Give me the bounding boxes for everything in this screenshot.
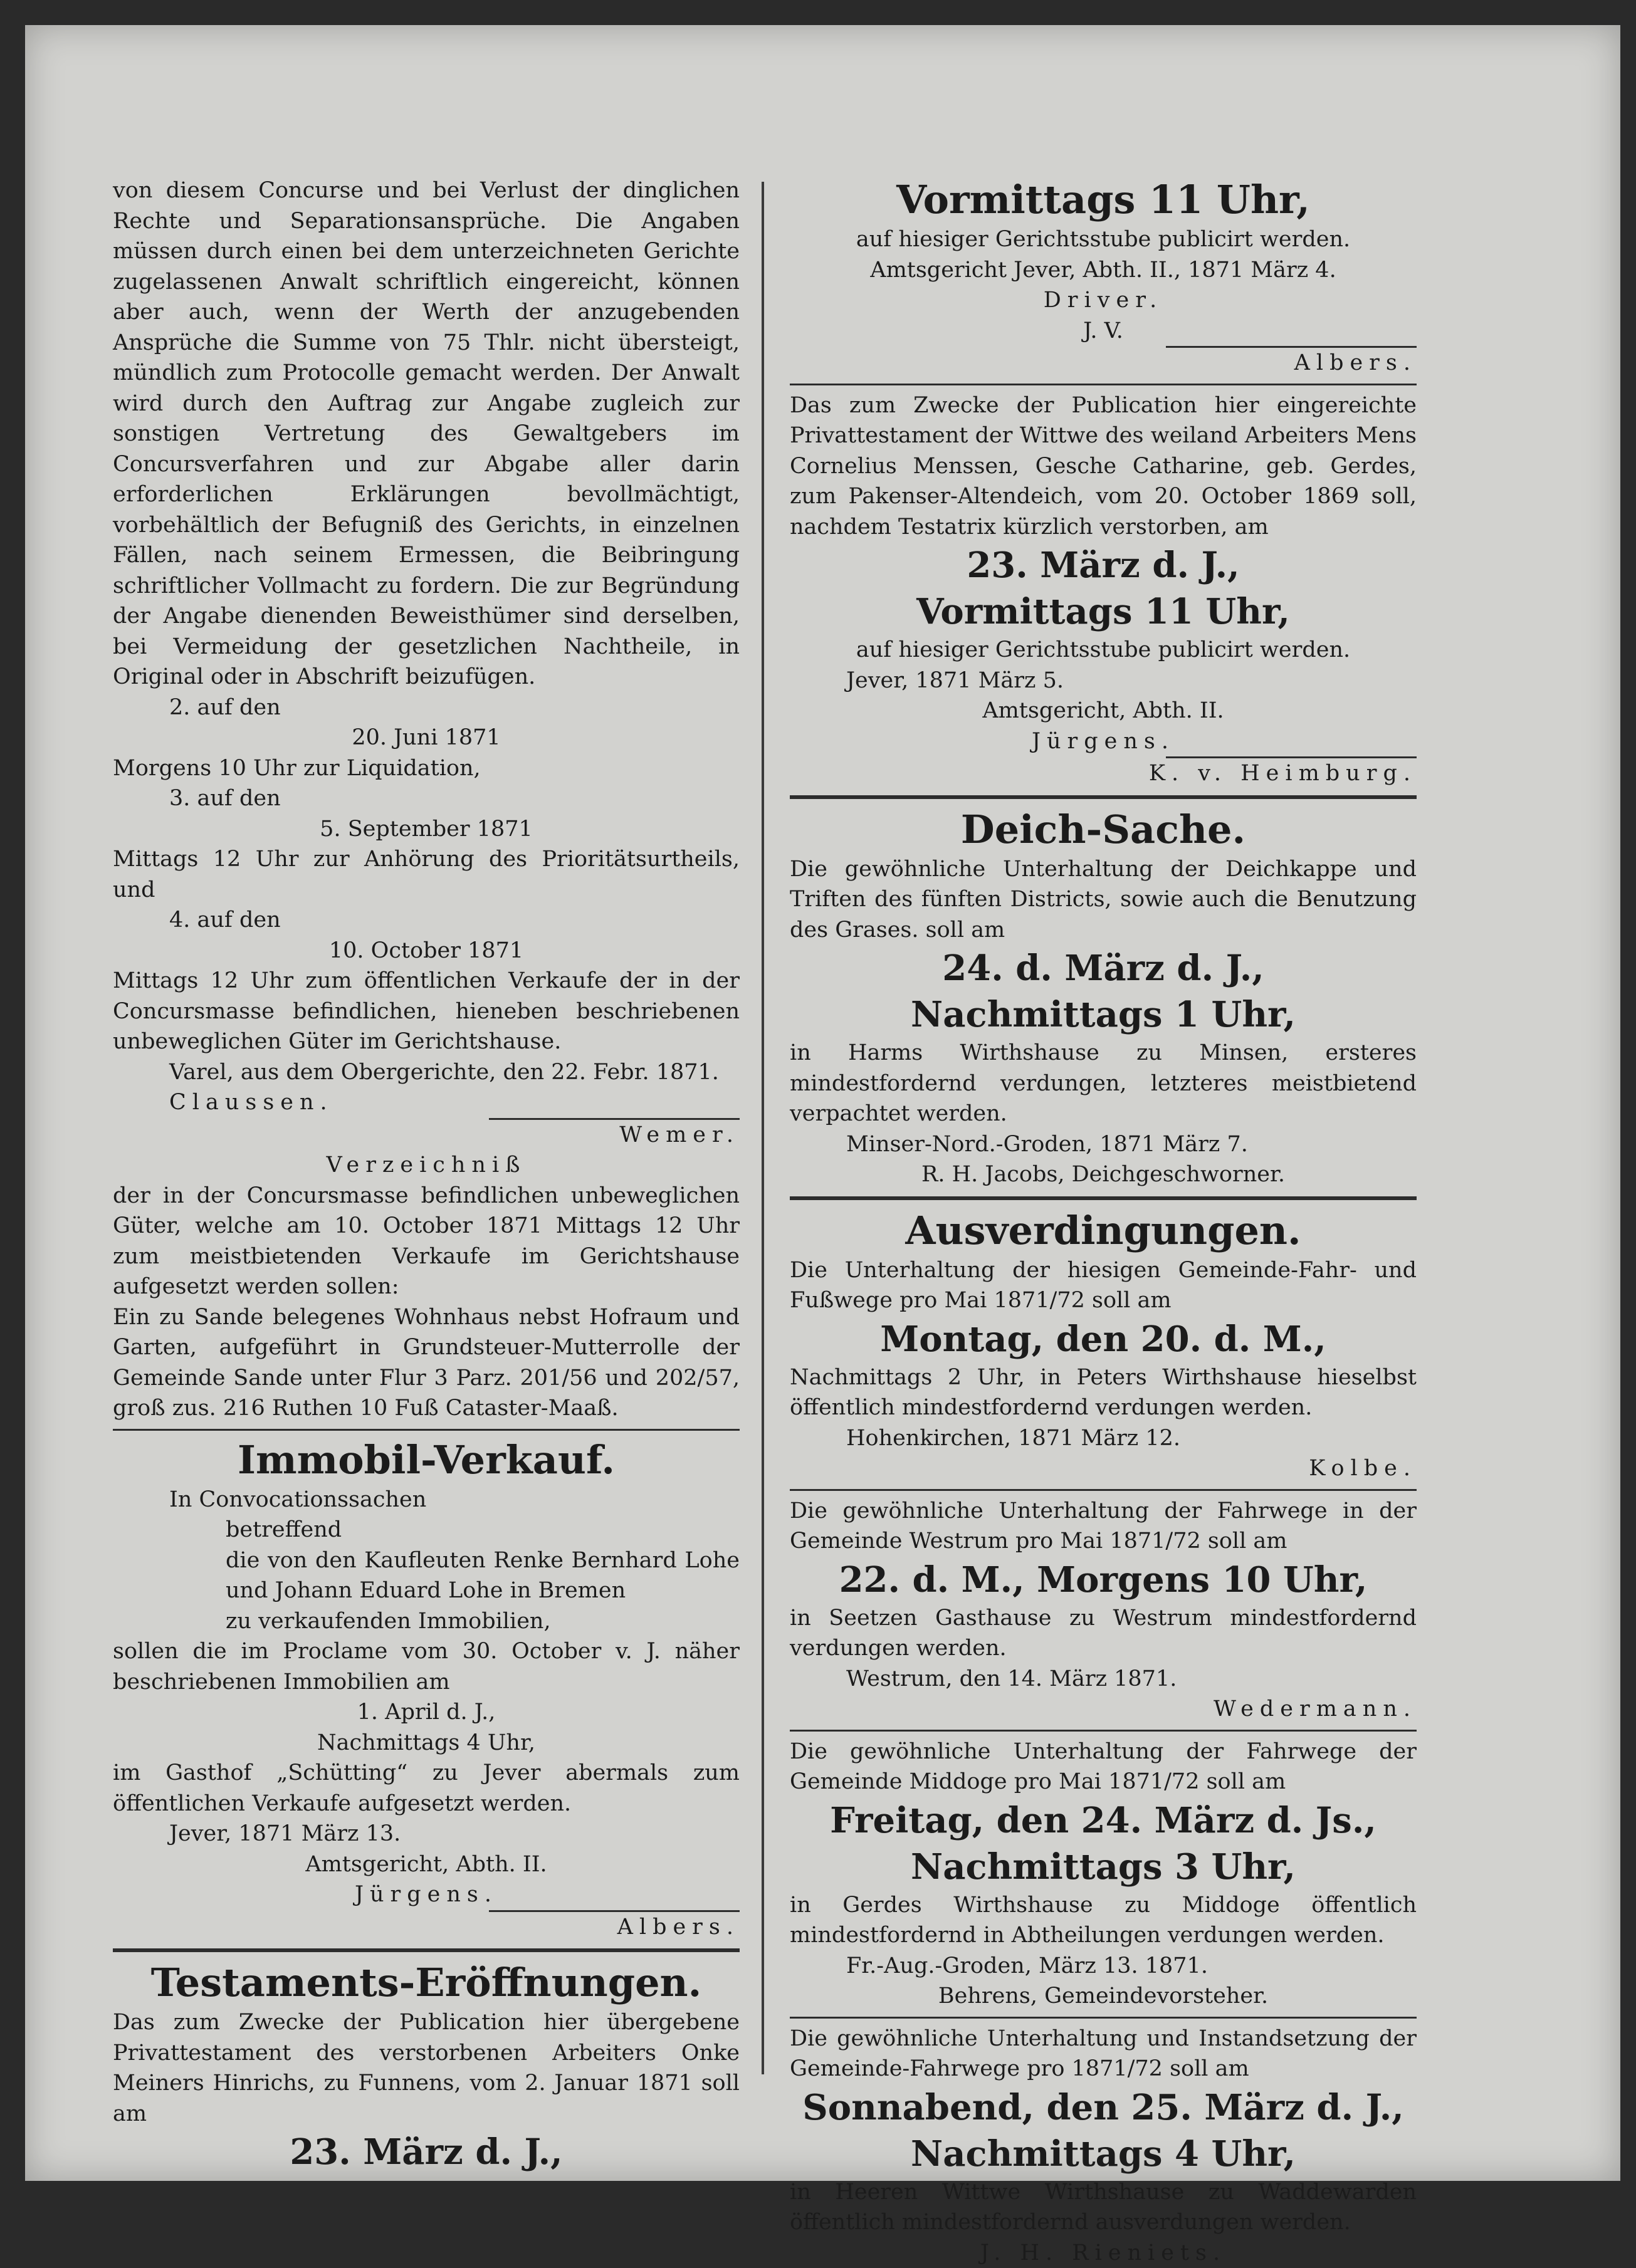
left-column [113,175,740,2175]
westrum-text-2: in Seetzen Gasthause zu Westrum mindestfordernd verdungen werden. [790,1603,1417,1664]
westrum-date: 22. d. M., Morgens 10 Uhr, [790,1557,1417,1603]
signature-juergens: Jürgens. [113,1879,740,1910]
signature-albers: Albers. [113,1912,740,1943]
item-2-text: Morgens 10 Uhr zur Liquidation, [113,753,740,784]
section-rule [113,1429,740,1431]
testament-date: 23. März d. J., [113,2129,740,2175]
section-rule [113,1948,740,1952]
court-line-2: Amtsgericht, Abth. II. [790,696,1417,726]
signature-kolbe: Kolbe. [790,1453,1417,1484]
publication-line-1: auf hiesiger Gerichtsstube publicirt werden. [790,224,1417,255]
ausverdingung-text-2: Nachmittags 2 Uhr, in Peters Wirthshause hieselbst öffentlich mindestfordernd verdungen werden. [790,1362,1417,1423]
heeren-text-2: in Heeren Wittwe Wirthshause zu Waddewarden öffentlich mindestfordernd ausverdungen werden. [790,2177,1417,2238]
immobil-verkauf-heading: Immobil-Verkauf. [113,1436,740,1485]
column-divider [762,182,764,2074]
verzeichniss-text: der in der Concursmasse befindlichen unbeweglichen Güter, welche am 10. October 1871 Mittags 12 Uhr zum meistbietenden Verkaufe im Gerichtshause aufgesetzt werden sollen: [113,1181,740,1302]
item-4-text: Mittags 12 Uhr zum öffentlichen Verkaufe der in der Concursmasse befindlichen, hieneben beschriebenen unbeweglichen Güter im Gerichtshause. [113,966,740,1057]
westrum-place: Westrum, den 14. März 1871. [790,1664,1417,1695]
signature-wemer: Wemer. [113,1120,740,1151]
verzeichniss-item: Ein zu Sande belegenes Wohnhaus nebst Hofraum und Garten, aufgeführt in Grundsteuer-Mutterrolle der Gemeinde Sande unter Flur 3 Parz. 201/56 und 202/57, groß zus. 216 Ruthen 10 Fuß Cataster-Maaß. [113,1302,740,1424]
verzeichniss-title: Verzeichniß [113,1150,740,1181]
deich-sache-heading: Deich-Sache. [790,805,1417,854]
publication-line-2: auf hiesiger Gerichtsstube publicirt werden. [790,635,1417,666]
immobil-place: Jever, 1871 März 13. [113,1819,740,1849]
immobil-line-5: sollen die im Proclame vom 30. October v. J. näher beschriebenen Immobilien am [113,1636,740,1697]
signature-rieniets: J. H. Rieniets. [790,2238,1417,2268]
right-column [790,175,1417,2268]
middoge-text-2: in Gerdes Wirthshause zu Middoge öffentlich mindestfordernd in Abtheilungen verdungen werden. [790,1890,1417,1951]
immobil-date: 1. April d. J., [113,1697,740,1728]
place-date: Varel, aus dem Obergerichte, den 22. Febr. 1871. [113,1057,740,1088]
section-rule [790,1196,1417,1200]
heeren-date: Sonnabend, den 25. März d. J., [790,2084,1417,2131]
testament-2-text: Das zum Zwecke der Publication hier eingereichte Privattestament der Wittwe des weiland Arbeiters Mens Cornelius Menssen, Gesche Catharine, geb. Gerdes, zum Pakenser-Altendeich, vom 20. October 1869 soll, nachdem Testatrix kürzlich verstorben, am [790,390,1417,543]
deich-place: Minser-Nord.-Groden, 1871 März 7. [790,1129,1417,1160]
middoge-place: Fr.-Aug.-Groden, März 13. 1871. [790,1951,1417,1982]
signature-claussen: Claussen. [113,1087,740,1118]
section-rule [790,2017,1417,2019]
deich-time: Nachmittags 1 Uhr, [790,991,1417,1038]
ausverdingungen-heading: Ausverdingungen. [790,1206,1417,1255]
heeren-time: Nachmittags 4 Uhr, [790,2131,1417,2177]
signature-behrens: Behrens, Gemeindevorsteher. [790,1981,1417,2012]
immobil-line-2: betreffend [113,1515,740,1545]
testament-text: Das zum Zwecke der Publication hier übergebene Privattestament des verstorbenen Arbeiters Onke Meiners Hinrichs, zu Funnens, vom 2. Januar 1871 soll am [113,2007,740,2129]
concourse-notice-text: von diesem Concurse und bei Verlust der dinglichen Rechte und Separationsansprüche. Die Angaben müssen durch einen bei dem unterzeichneten Gerichte zugelassenen Anwalt schriftlich eingereicht, können aber auch, wenn der Werth der anzugebenden Ansprüche die Summe von 75 Thlr. nicht übersteigt, mündlich zum Protocolle gemacht werden. Der Anwalt wird durch den Auftrag zur Angabe zugleich zur sonstigen Vertretung des Gewaltgebers im Concursverfahren und zur Abgabe aller darin erforderlichen Erklärungen bevollmächtigt, vorbehältlich der Befugniß des Gerichts, in einzelnen Fällen, nach seinem Ermessen, die Beibringung schriftlicher Vollmacht zu fordern. Die zur Begründung der Angabe dienenden Beweisthümer sind derselben, bei Vermeidung der gesetzlichen Nachtheile, in Original oder in Abschrift beizufügen. [113,175,740,692]
westrum-text: Die gewöhnliche Unterhaltung der Fahrwege in der Gemeinde Westrum pro Mai 1871/72 soll am [790,1496,1417,1557]
signature-wedermann: Wedermann. [790,1694,1417,1725]
section-rule [790,1489,1417,1491]
section-rule [790,1730,1417,1732]
deich-text-2: in Harms Wirthshause zu Minsen, ersteres mindestfordernd verdungen, letzteres meistbietend verpachtet werden. [790,1038,1417,1129]
deich-signature: R. H. Jacobs, Deichgeschworner. [790,1159,1417,1190]
time-heading-1: Vormittags 11 Uhr, [790,175,1417,224]
immobil-line-3: die von den Kaufleuten Renke Bernhard Lohe und Johann Eduard Lohe in Bremen [113,1545,740,1606]
deich-date: 24. d. März d. J., [790,945,1417,991]
signature-albers-right: Albers. [790,348,1417,379]
testament-2-date: 23. März d. J., [790,542,1417,588]
testament-2-time: Vormittags 11 Uhr, [790,588,1417,635]
item-2-date: 20. Juni 1871 [113,723,740,753]
item-4-date: 10. October 1871 [113,936,740,966]
immobil-line-8: im Gasthof „Schütting“ zu Jever abermals zum öffentlichen Verkaufe aufgesetzt werden. [113,1758,740,1819]
middoge-text: Die gewöhnliche Unterhaltung der Fahrwege der Gemeinde Middoge pro Mai 1871/72 soll am [790,1737,1417,1797]
ausverdingung-date: Montag, den 20. d. M., [790,1316,1417,1362]
testaments-heading: Testaments-Eröffnungen. [113,1958,740,2007]
signature-heimburg: K. v. Heimburg. [790,758,1417,789]
ausverdingung-text: Die Unterhaltung der hiesigen Gemeinde-Fahr- und Fußwege pro Mai 1871/72 soll am [790,1255,1417,1316]
ausverdingung-place: Hohenkirchen, 1871 März 12. [790,1423,1417,1454]
place-jever: Jever, 1871 März 5. [790,666,1417,696]
immobil-line-1: In Convocationssachen [113,1485,740,1515]
signature-juergens-right: Jürgens. [790,726,1417,757]
item-3-text: Mittags 12 Uhr zur Anhörung des Prioritätsurtheils, und [113,844,740,905]
item-3-label: 3. auf den [113,783,740,814]
immobil-line-4: zu verkaufenden Immobilien, [113,1606,740,1637]
item-4-label: 4. auf den [113,905,740,936]
item-2-label: 2. auf den [113,692,740,723]
signature-jv: J. V. [790,316,1417,347]
immobil-court: Amtsgericht, Abth. II. [113,1849,740,1880]
section-rule [790,795,1417,799]
signature-driver: Driver. [790,285,1417,316]
middoge-date: Freitag, den 24. März d. Js., [790,1797,1417,1844]
section-rule [790,384,1417,385]
immobil-time: Nachmittags 4 Uhr, [113,1728,740,1758]
court-line-1: Amtsgericht Jever, Abth. II., 1871 März 4. [790,255,1417,286]
item-3-date: 5. September 1871 [113,814,740,845]
middoge-time: Nachmittags 3 Uhr, [790,1844,1417,1890]
heeren-text: Die gewöhnliche Unterhaltung und Instandsetzung der Gemeinde-Fahrwege pro 1871/72 soll am [790,2024,1417,2084]
deich-text: Die gewöhnliche Unterhaltung der Deichkappe und Triften des fünften Districts, sowie auch die Benutzung des Grases. soll am [790,854,1417,946]
